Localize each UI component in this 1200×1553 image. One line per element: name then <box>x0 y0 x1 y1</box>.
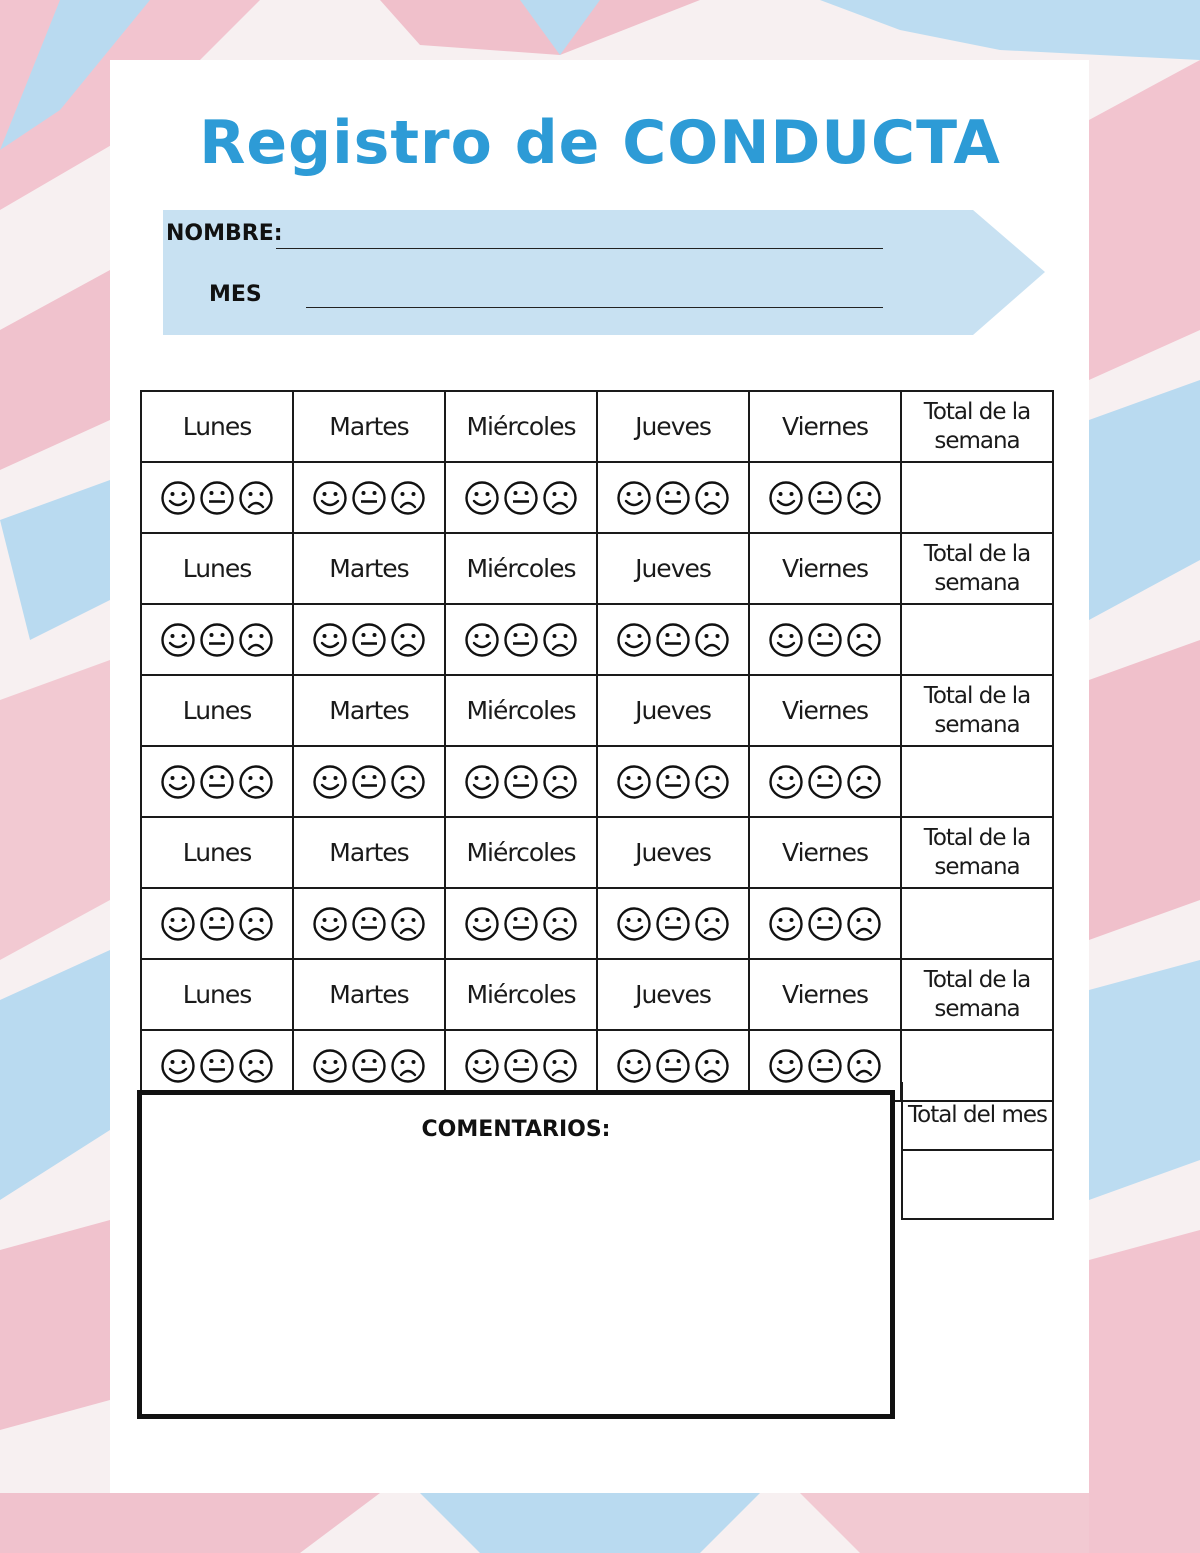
rating-faces <box>598 480 748 516</box>
happy-face-icon[interactable] <box>312 480 348 516</box>
happy-face-icon[interactable] <box>160 480 196 516</box>
day-label: Martes <box>329 980 409 1009</box>
day-label: Lunes <box>182 980 252 1009</box>
sad-face-icon[interactable] <box>846 1048 882 1084</box>
week-total-label: Total de la semana <box>923 682 1031 738</box>
month-label: MES <box>209 282 262 307</box>
sad-face-icon[interactable] <box>694 480 730 516</box>
happy-face-icon[interactable] <box>616 906 652 942</box>
day-header-cell <box>445 675 597 746</box>
neutral-face-icon[interactable] <box>199 906 235 942</box>
rating-faces <box>294 622 444 658</box>
happy-face-icon[interactable] <box>616 1048 652 1084</box>
rating-faces <box>446 622 596 658</box>
month-total-table <box>901 1082 1054 1220</box>
neutral-face-icon[interactable] <box>655 480 691 516</box>
week-header-row <box>141 817 1053 888</box>
sad-face-icon[interactable] <box>542 1048 578 1084</box>
neutral-face-icon[interactable] <box>503 1048 539 1084</box>
day-label: Jueves <box>635 838 711 867</box>
sad-face-icon[interactable] <box>542 906 578 942</box>
day-rating-cell <box>141 746 293 817</box>
week-header-row <box>141 391 1053 462</box>
happy-face-icon[interactable] <box>464 764 500 800</box>
neutral-face-icon[interactable] <box>807 480 843 516</box>
day-header-cell <box>141 675 293 746</box>
week-rating-row <box>141 746 1053 817</box>
neutral-face-icon[interactable] <box>807 906 843 942</box>
happy-face-icon[interactable] <box>312 1048 348 1084</box>
sad-face-icon[interactable] <box>694 1048 730 1084</box>
month-total-label: Total del mes <box>907 1102 1047 1128</box>
happy-face-icon[interactable] <box>160 906 196 942</box>
happy-face-icon[interactable] <box>768 906 804 942</box>
happy-face-icon[interactable] <box>768 480 804 516</box>
rating-faces <box>446 764 596 800</box>
day-label: Miércoles <box>466 696 576 725</box>
day-label: Viernes <box>782 980 868 1009</box>
day-label: Jueves <box>635 980 711 1009</box>
day-rating-cell <box>293 462 445 533</box>
neutral-face-icon[interactable] <box>199 622 235 658</box>
sad-face-icon[interactable] <box>238 1048 274 1084</box>
neutral-face-icon[interactable] <box>351 764 387 800</box>
name-field[interactable] <box>276 248 883 249</box>
day-label: Martes <box>329 696 409 725</box>
neutral-face-icon[interactable] <box>351 1048 387 1084</box>
week-total-label: Total de la semana <box>923 540 1031 596</box>
neutral-face-icon[interactable] <box>503 622 539 658</box>
week-total-cell[interactable] <box>901 888 1053 959</box>
day-label: Lunes <box>182 838 252 867</box>
day-label: Viernes <box>782 838 868 867</box>
rating-faces <box>294 1048 444 1084</box>
week-header-row <box>141 675 1053 746</box>
rating-faces <box>598 764 748 800</box>
rating-faces <box>598 906 748 942</box>
rating-faces <box>750 764 900 800</box>
rating-faces <box>750 622 900 658</box>
happy-face-icon[interactable] <box>312 622 348 658</box>
sad-face-icon[interactable] <box>542 764 578 800</box>
day-label: Martes <box>329 838 409 867</box>
happy-face-icon[interactable] <box>616 622 652 658</box>
happy-face-icon[interactable] <box>464 480 500 516</box>
day-header-cell <box>749 533 901 604</box>
happy-face-icon[interactable] <box>464 1048 500 1084</box>
day-rating-cell <box>445 462 597 533</box>
neutral-face-icon[interactable] <box>655 622 691 658</box>
sad-face-icon[interactable] <box>390 906 426 942</box>
day-header-cell <box>597 675 749 746</box>
neutral-face-icon[interactable] <box>655 1048 691 1084</box>
happy-face-icon[interactable] <box>768 622 804 658</box>
day-header-cell <box>293 675 445 746</box>
day-rating-cell <box>749 604 901 675</box>
sad-face-icon[interactable] <box>694 622 730 658</box>
rating-faces <box>142 622 292 658</box>
day-header-cell <box>445 391 597 462</box>
neutral-face-icon[interactable] <box>503 906 539 942</box>
rating-faces <box>446 480 596 516</box>
day-label: Viernes <box>782 554 868 583</box>
day-rating-cell <box>445 604 597 675</box>
day-label: Lunes <box>182 554 252 583</box>
day-header-cell <box>445 959 597 1030</box>
day-header-cell <box>293 391 445 462</box>
week-total-cell[interactable] <box>901 462 1053 533</box>
neutral-face-icon[interactable] <box>351 480 387 516</box>
happy-face-icon[interactable] <box>464 906 500 942</box>
rating-faces <box>598 1048 748 1084</box>
happy-face-icon[interactable] <box>160 622 196 658</box>
day-rating-cell <box>141 888 293 959</box>
day-header-cell <box>597 959 749 1030</box>
week-total-header <box>901 391 1053 462</box>
rating-faces <box>294 906 444 942</box>
rating-faces <box>750 480 900 516</box>
day-header-cell <box>749 391 901 462</box>
sad-face-icon[interactable] <box>390 1048 426 1084</box>
sad-face-icon[interactable] <box>238 622 274 658</box>
day-header-cell <box>445 817 597 888</box>
week-total-label: Total de la semana <box>923 966 1031 1022</box>
day-rating-cell <box>141 604 293 675</box>
sad-face-icon[interactable] <box>390 480 426 516</box>
neutral-face-icon[interactable] <box>807 1048 843 1084</box>
day-header-cell <box>141 533 293 604</box>
day-rating-cell <box>445 888 597 959</box>
name-month-banner <box>163 210 1045 335</box>
rating-faces <box>142 764 292 800</box>
sad-face-icon[interactable] <box>390 764 426 800</box>
day-rating-cell <box>749 888 901 959</box>
rating-faces <box>142 906 292 942</box>
day-rating-cell <box>293 604 445 675</box>
month-total-cell[interactable] <box>902 1150 1053 1219</box>
day-rating-cell <box>597 746 749 817</box>
day-label: Viernes <box>782 696 868 725</box>
happy-face-icon[interactable] <box>160 764 196 800</box>
day-rating-cell <box>597 604 749 675</box>
happy-face-icon[interactable] <box>616 764 652 800</box>
neutral-face-icon[interactable] <box>807 764 843 800</box>
week-total-label: Total de la semana <box>923 398 1031 454</box>
day-label: Miércoles <box>466 554 576 583</box>
week-total-label: Total de la semana <box>923 824 1031 880</box>
sad-face-icon[interactable] <box>542 480 578 516</box>
happy-face-icon[interactable] <box>768 764 804 800</box>
day-header-cell <box>445 533 597 604</box>
day-header-cell <box>293 817 445 888</box>
happy-face-icon[interactable] <box>312 764 348 800</box>
day-header-cell <box>597 533 749 604</box>
day-label: Lunes <box>182 412 252 441</box>
day-label: Miércoles <box>466 980 576 1009</box>
rating-faces <box>294 764 444 800</box>
day-header-cell <box>749 959 901 1030</box>
neutral-face-icon[interactable] <box>199 1048 235 1084</box>
comments-box[interactable] <box>137 1090 895 1419</box>
page-title: Registro de CONDUCTA <box>199 108 1001 178</box>
day-label: Miércoles <box>466 838 576 867</box>
day-rating-cell <box>293 888 445 959</box>
week-total-cell[interactable] <box>901 604 1053 675</box>
happy-face-icon[interactable] <box>312 906 348 942</box>
week-total-header <box>901 533 1053 604</box>
happy-face-icon[interactable] <box>160 1048 196 1084</box>
day-label: Miércoles <box>466 412 576 441</box>
rating-faces <box>598 622 748 658</box>
day-header-cell <box>749 817 901 888</box>
rating-faces <box>446 906 596 942</box>
neutral-face-icon[interactable] <box>655 906 691 942</box>
day-rating-cell <box>597 888 749 959</box>
day-header-cell <box>141 391 293 462</box>
neutral-face-icon[interactable] <box>655 764 691 800</box>
name-label: NOMBRE: <box>166 221 283 246</box>
week-total-header <box>901 817 1053 888</box>
sad-face-icon[interactable] <box>238 906 274 942</box>
neutral-face-icon[interactable] <box>807 622 843 658</box>
comments-label: COMENTARIOS: <box>421 1117 611 1142</box>
happy-face-icon[interactable] <box>616 480 652 516</box>
month-field[interactable] <box>306 307 883 308</box>
day-rating-cell <box>749 462 901 533</box>
day-header-cell <box>293 533 445 604</box>
neutral-face-icon[interactable] <box>199 764 235 800</box>
weekly-conduct-table <box>140 390 1054 1102</box>
neutral-face-icon[interactable] <box>351 906 387 942</box>
week-rating-row <box>141 604 1053 675</box>
rating-faces <box>446 1048 596 1084</box>
day-header-cell <box>141 817 293 888</box>
day-rating-cell <box>293 746 445 817</box>
day-rating-cell <box>445 746 597 817</box>
day-label: Jueves <box>635 696 711 725</box>
day-label: Viernes <box>782 412 868 441</box>
sad-face-icon[interactable] <box>846 480 882 516</box>
happy-face-icon[interactable] <box>464 622 500 658</box>
week-rating-row <box>141 462 1053 533</box>
day-label: Martes <box>329 412 409 441</box>
sad-face-icon[interactable] <box>238 480 274 516</box>
week-rating-row <box>141 888 1053 959</box>
rating-faces <box>750 1048 900 1084</box>
month-total-header <box>902 1082 1053 1150</box>
day-rating-cell <box>141 462 293 533</box>
day-header-cell <box>597 817 749 888</box>
neutral-face-icon[interactable] <box>351 622 387 658</box>
sad-face-icon[interactable] <box>238 764 274 800</box>
sad-face-icon[interactable] <box>846 764 882 800</box>
week-total-header <box>901 675 1053 746</box>
sad-face-icon[interactable] <box>846 906 882 942</box>
sad-face-icon[interactable] <box>390 622 426 658</box>
neutral-face-icon[interactable] <box>503 764 539 800</box>
day-header-cell <box>293 959 445 1030</box>
week-total-cell[interactable] <box>901 746 1053 817</box>
neutral-face-icon[interactable] <box>503 480 539 516</box>
sad-face-icon[interactable] <box>542 622 578 658</box>
rating-faces <box>142 480 292 516</box>
week-total-header <box>901 959 1053 1030</box>
day-header-cell <box>597 391 749 462</box>
sad-face-icon[interactable] <box>694 906 730 942</box>
neutral-face-icon[interactable] <box>199 480 235 516</box>
happy-face-icon[interactable] <box>768 1048 804 1084</box>
day-header-cell <box>749 675 901 746</box>
day-label: Lunes <box>182 696 252 725</box>
day-label: Martes <box>329 554 409 583</box>
week-header-row <box>141 959 1053 1030</box>
sad-face-icon[interactable] <box>694 764 730 800</box>
day-label: Jueves <box>635 554 711 583</box>
rating-faces <box>142 1048 292 1084</box>
week-header-row <box>141 533 1053 604</box>
day-header-cell <box>141 959 293 1030</box>
sad-face-icon[interactable] <box>846 622 882 658</box>
rating-faces <box>294 480 444 516</box>
rating-faces <box>750 906 900 942</box>
day-rating-cell <box>749 746 901 817</box>
day-label: Jueves <box>635 412 711 441</box>
day-rating-cell <box>597 462 749 533</box>
